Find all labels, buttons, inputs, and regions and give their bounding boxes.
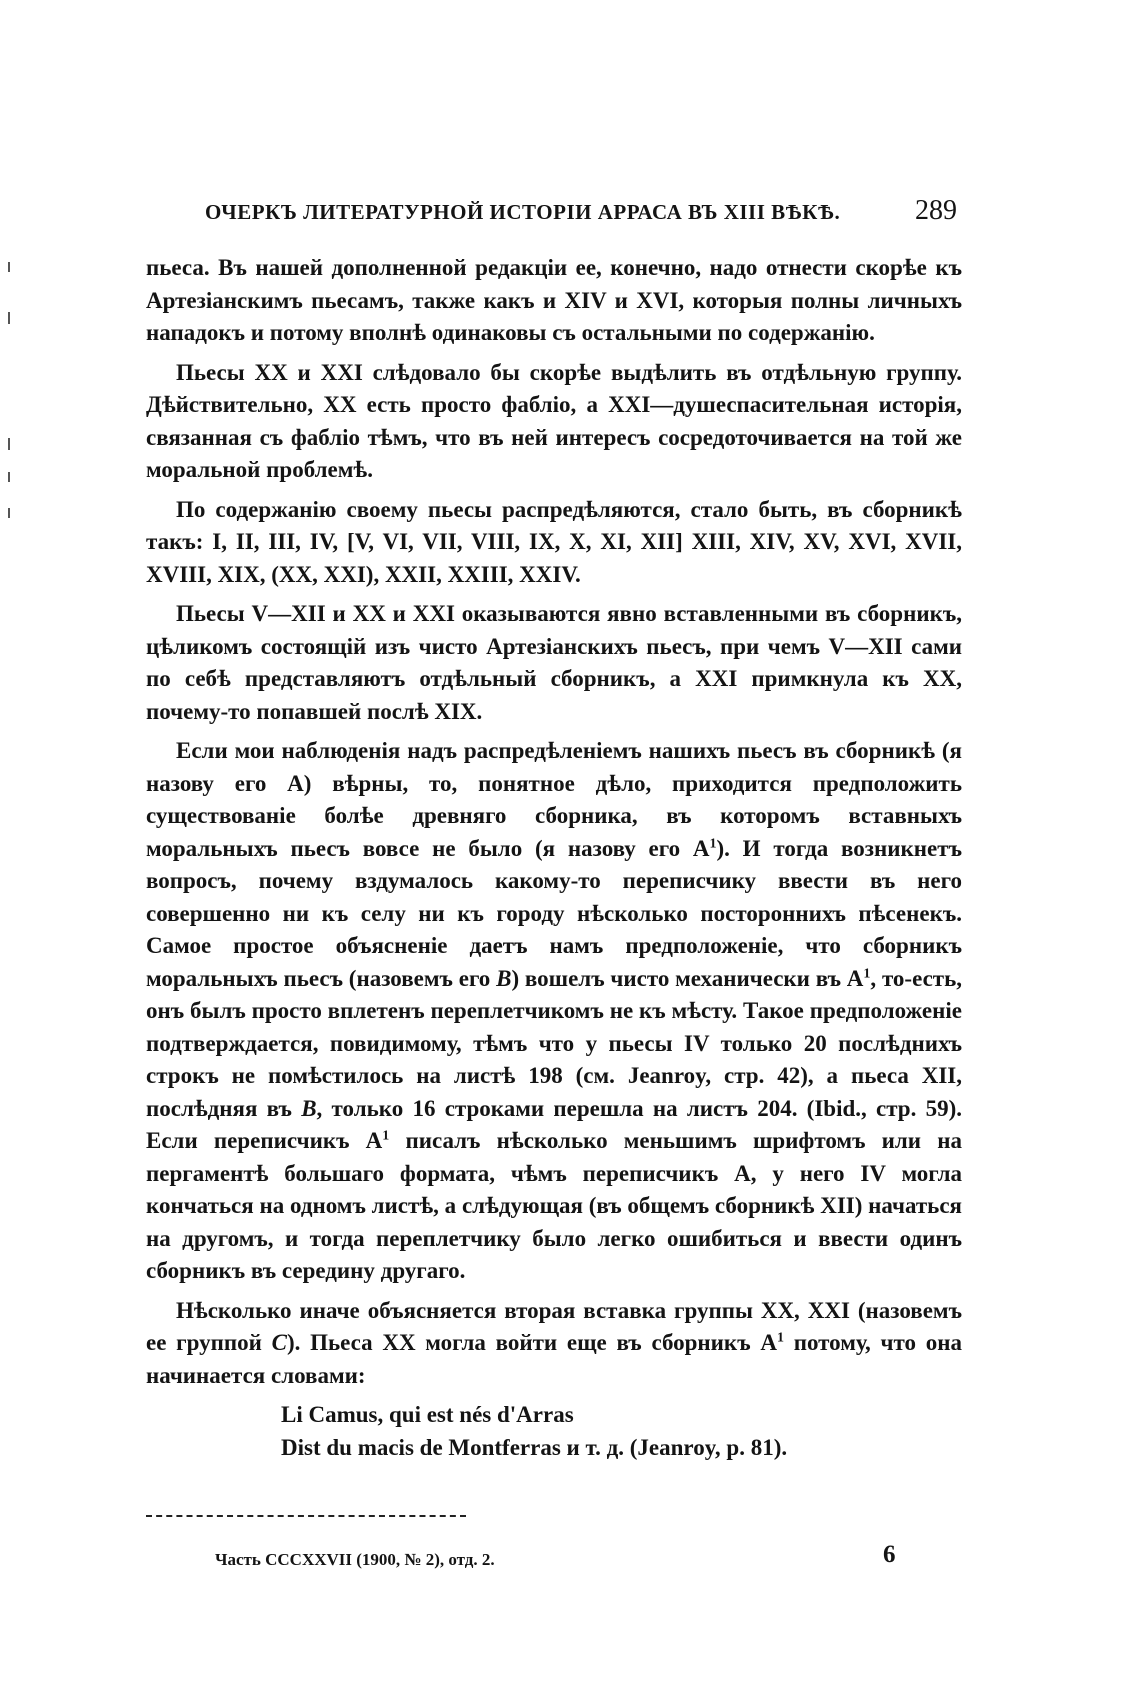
paragraph: По содержанію своему пьесы распредѣляются, стало быть, въ сборникѣ такъ: I, II, III, IV, [V, VI, VII, VIII, IX, X, XI, XII] XIII, XIV, XV, XVI, XVII, XVIII, XIX, (XX, XXI), XXII, XXIII, XXIV. xyxy=(146,496,962,587)
scan-edge-mark xyxy=(8,508,10,518)
italic-letter: B xyxy=(301,1095,317,1121)
paragraph: Пьесы V—XII и XX и XXI оказываются явно вставленными въ сборникъ, цѣликомъ состоящій изъ чисто Артезіанскихъ пьесъ, при чемъ V—XII сами по себѣ представляютъ отдѣльный сборникъ, а XXI примкнула къ XX, почему-то попавшей послѣ XIX. xyxy=(146,601,962,724)
paragraph xyxy=(146,1295,962,1393)
italic-letter: B xyxy=(496,965,512,991)
signature-number: 6 xyxy=(883,1541,896,1568)
paragraph xyxy=(146,735,962,1288)
text-run: ). И тогда возникнетъ вопросъ, почему вздумалось какому-то переписчику ввести въ него совершенно ни къ селу ни къ городу нѣсколько постороннихъ пѣсенекъ. Самое простое объясненіе даетъ намъ предположеніе, что сборникъ моральныхъ пьесъ (назовемъ его xyxy=(146,835,962,991)
italic-letter: C xyxy=(271,1330,287,1355)
text-run: Если мои наблюденія надъ распредѣленіемъ нашихъ пьесъ въ сборникѣ (я назову его А) вѣрны, то, понятное дѣло, приходится предположить существованіе болѣе древняго сборника, въ которомъ вставныхъ моральныхъ пьесъ вовсе не было (я назову его А xyxy=(146,738,962,861)
quote-line: Li Camus, qui est nés d'Arras xyxy=(281,1402,574,1427)
running-title: ОЧЕРКЪ ЛИТЕРАТУРНОЙ ИСТОРІИ АРРАСА ВЪ XIII ВѢКѢ. xyxy=(205,200,841,224)
footnote-rule xyxy=(146,1515,466,1517)
text-run: , то-есть, онъ былъ просто вплетенъ переплетчикомъ не къ мѣсту. Такое предположеніе подтверждается, повидимому, тѣмъ что у пьесы IV только 20 послѣднихъ строкъ не помѣстилось на листѣ 198 (см. Jeanroy, стр. 42), а пьеса XII, послѣдняя въ xyxy=(146,965,962,1121)
verse-quote xyxy=(281,1399,962,1464)
text-run: , только 16 строками перешла на листъ 204. (Ibid., стр. 59). Если переписчикъ А xyxy=(146,1095,962,1153)
superscript: 1 xyxy=(863,965,871,981)
quote-line: Dist du macis de Montferras и т. д. (Jeanroy, p. 81). xyxy=(281,1434,788,1460)
superscript: 1 xyxy=(709,835,717,851)
body-text xyxy=(146,252,962,1464)
superscript: 1 xyxy=(382,1128,390,1144)
paragraph: Пьесы XX и XXI слѣдовало бы скорѣе выдѣлить въ отдѣльную группу. Дѣйствительно, XX есть просто фабліо, а XXI—душеспасительная исторія, связанная съ фабліо тѣмъ, что въ ней интересъ сосредоточивается на той же моральной проблемѣ. xyxy=(146,359,962,482)
signature-line: Часть CCCXXVII (1900, № 2), отд. 2. xyxy=(215,1550,495,1569)
text-run: потому, что она начинается словами: xyxy=(146,1330,963,1388)
text-run: ). Пьеса XX могла войти еще въ сборникъ А xyxy=(286,1330,777,1355)
superscript: 1 xyxy=(776,1330,784,1346)
scan-edge-mark xyxy=(8,438,10,450)
page-number: 289 xyxy=(915,195,957,226)
paragraph: пьеса. Въ нашей дополненной редакціи ее, конечно, надо отнести скорѣе къ Артезіанскимъ пьесамъ, также какъ и XIV и XVI, которыя полны личныхъ нападокъ и потому вполнѣ одинаковы съ остальными по содержанію. xyxy=(146,255,962,345)
scan-edge-mark xyxy=(8,312,10,324)
text-run: Нѣсколько иначе объясняется вторая вставка группы XX, XXI (назовемъ ее группой xyxy=(146,1297,962,1355)
scan-edge-mark xyxy=(8,262,10,272)
scan-edge-mark xyxy=(8,472,10,482)
text-run: ) вошелъ чисто механически въ А xyxy=(511,965,864,991)
text-run: писалъ нѣсколько меньшимъ шрифтомъ или на пергаментѣ большаго формата, чѣмъ переписчикъ А, у него IV могла кончаться на одномъ листѣ, а слѣдующая (въ общемъ сборникѣ XII) начаться на другомъ, и тогда переплетчику было легко ошибиться и ввести одинъ сборникъ въ середину другаго. xyxy=(146,1128,962,1283)
